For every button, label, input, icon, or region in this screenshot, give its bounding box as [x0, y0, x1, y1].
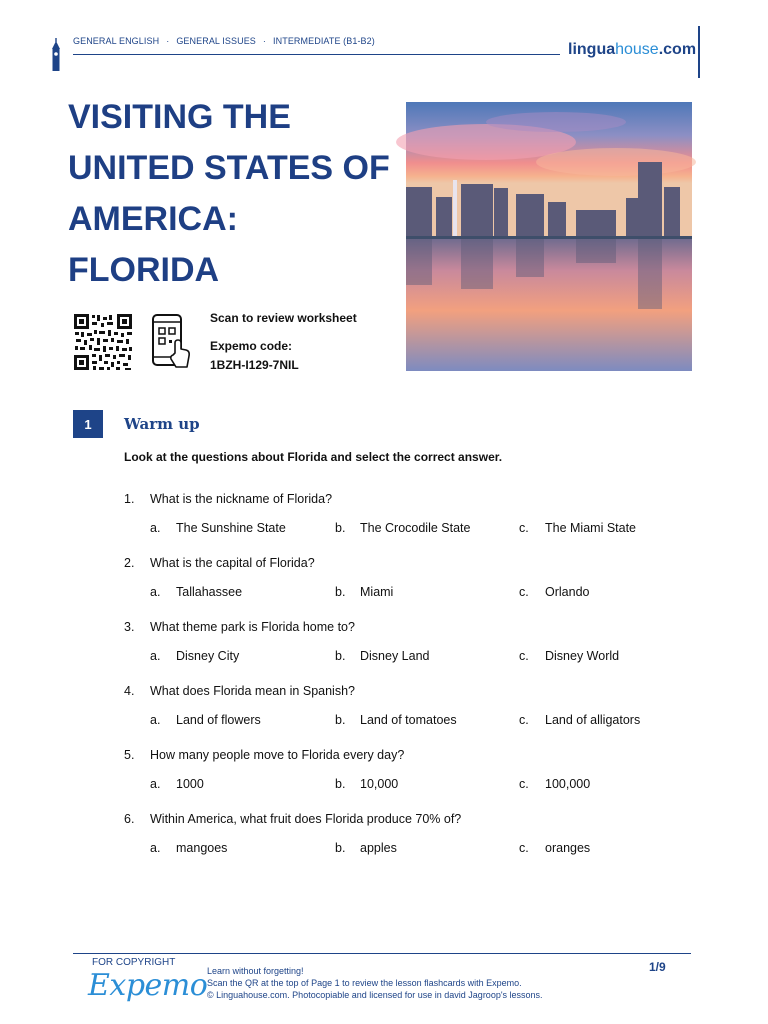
breadcrumb-level: GENERAL ENGLISH [73, 36, 160, 46]
answer-option[interactable]: 100,000 [545, 777, 591, 791]
option-letter: a. [150, 777, 161, 791]
section-number-badge: 1 [73, 410, 103, 438]
scan-instruction: Scan to review worksheet [210, 311, 357, 325]
answer-option[interactable]: The Miami State [545, 521, 637, 535]
instruction-text: Look at the questions about Florida and select the correct answer. [124, 450, 503, 464]
header-accent-bar [698, 26, 700, 78]
answer-option[interactable]: apples [360, 841, 397, 855]
answer-option[interactable]: Land of tomatoes [360, 713, 457, 727]
answer-option[interactable]: oranges [545, 841, 591, 855]
breadcrumb-difficulty: INTERMEDIATE (B1-B2) [273, 36, 375, 46]
footer-clipped-text: FOR COPYRIGHT [92, 957, 176, 968]
option-letter: b. [335, 713, 346, 727]
logo-part-lingua: lingua [568, 41, 616, 58]
section-title: Warm up [124, 415, 200, 433]
footer-divider [73, 953, 691, 954]
answer-option[interactable]: Disney World [545, 649, 620, 663]
header-divider [73, 54, 560, 55]
expemo-code-value: 1BZH-I129-7NIL [210, 358, 299, 372]
question-number: 4. [124, 684, 135, 698]
breadcrumb-separator: · [262, 36, 267, 46]
page-title: VISITING THE UNITED STATES OF AMERICA: FLORIDA [68, 98, 390, 289]
option-letter: c. [519, 521, 529, 535]
question-text: What theme park is Florida home to? [150, 620, 355, 634]
answer-option[interactable]: Disney Land [360, 649, 430, 663]
answer-option[interactable]: 10,000 [360, 777, 399, 791]
answer-option[interactable]: 1000 [176, 777, 204, 791]
phone-scan-icon [150, 313, 192, 371]
option-letter: c. [519, 649, 529, 663]
question-number: 6. [124, 812, 135, 826]
footer-tagline: Learn without forgetting! [207, 966, 304, 976]
answer-option[interactable]: The Crocodile State [360, 521, 471, 535]
option-letter: c. [519, 585, 529, 599]
question-number: 5. [124, 748, 135, 762]
option-letter: a. [150, 521, 161, 535]
option-letter: b. [335, 521, 346, 535]
logo-part-house: house [615, 41, 659, 58]
big-ben-icon [50, 38, 62, 72]
answer-option[interactable]: Orlando [545, 585, 590, 599]
page-number: 1/9 [649, 960, 666, 974]
question-number: 2. [124, 556, 135, 570]
answer-option[interactable]: Miami [360, 585, 394, 599]
footer-scan-note: Scan the QR at the top of Page 1 to review the lesson flashcards with Expemo. [207, 978, 522, 988]
option-letter: b. [335, 649, 346, 663]
answer-option[interactable]: Land of flowers [176, 713, 261, 727]
question-text: How many people move to Florida every day? [150, 748, 405, 762]
option-letter: a. [150, 585, 161, 599]
expemo-code-label: Expemo code: [210, 339, 293, 353]
option-letter: a. [150, 841, 161, 855]
answer-option[interactable]: mangoes [176, 841, 228, 855]
option-letter: a. [150, 713, 161, 727]
florida-skyline-photo [406, 102, 692, 371]
breadcrumb [73, 36, 375, 46]
breadcrumb-topic: GENERAL ISSUES [176, 36, 256, 46]
question-text: Within America, what fruit does Florida produce 70% of? [150, 812, 462, 826]
qr-code-icon[interactable] [73, 313, 133, 371]
answer-option[interactable]: Land of alligators [545, 713, 641, 727]
option-letter: c. [519, 713, 529, 727]
question-text: What does Florida mean in Spanish? [150, 684, 355, 698]
answer-option[interactable]: The Sunshine State [176, 521, 286, 535]
question-number: 1. [124, 492, 135, 506]
question-number: 3. [124, 620, 135, 634]
option-letter: a. [150, 649, 161, 663]
footer-copyright: © Linguahouse.com. Photocopiable and licensed for use in david Jagroop's lessons. [207, 990, 543, 1000]
option-letter: c. [519, 777, 529, 791]
option-letter: b. [335, 841, 346, 855]
logo-part-com: .com [658, 41, 697, 58]
breadcrumb-separator: · [166, 36, 170, 46]
answer-option[interactable]: Disney City [176, 649, 240, 663]
expemo-logo[interactable]: Expemo [88, 968, 208, 1003]
linguahouse-logo[interactable] [568, 41, 696, 59]
option-letter: b. [335, 585, 346, 599]
question-text: What is the capital of Florida? [150, 556, 315, 570]
answer-option[interactable]: Tallahassee [176, 585, 243, 599]
option-letter: c. [519, 841, 529, 855]
option-letter: b. [335, 777, 346, 791]
question-text: What is the nickname of Florida? [150, 492, 333, 506]
